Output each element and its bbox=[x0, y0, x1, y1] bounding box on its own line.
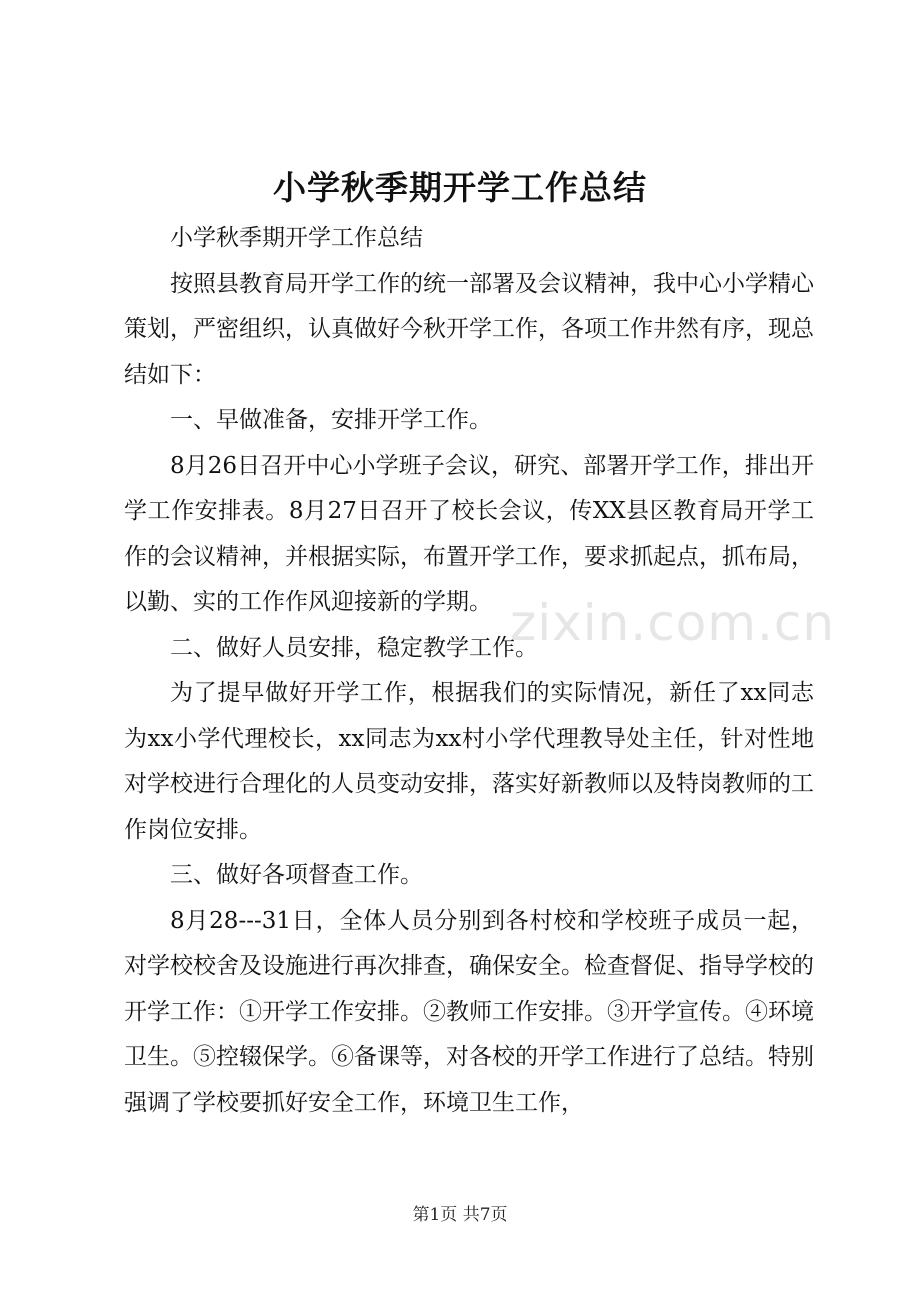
section-heading-1: 一、早做准备，安排开学工作。 bbox=[170, 407, 492, 433]
section-heading-2: 二、做好人员安排，稳定教学工作。 bbox=[170, 634, 538, 661]
document-title: 小学秋季期开学工作总结 bbox=[273, 168, 647, 207]
paragraph-section-2: 为了提早做好开学工作，根据我们的实际情况，新任了xx同志为xx小学代理校长，xx同志为xx村小学代理教导处主任，针对性地对学校进行合理化的人员变动安排，落实好新教师以及特岗教师的工作岗位安排。 bbox=[124, 680, 814, 843]
page-footer: 第1页 共7页 bbox=[412, 1205, 508, 1225]
watermark: zixin.com.cn bbox=[510, 594, 836, 652]
paragraph-section-1: 8月26日召开中心小学班子会议，研究、部署开学工作，排出开学工作安排表。8月27日召开了校长会议，传XX县区教育局开学工作的会议精神，并根据实际，布置开学工作，要求抓起点，抓布局，以勤、实的工作作风迎接新的学期。 bbox=[124, 452, 814, 615]
paragraph-section-3: 8月28---31日，全体人员分别到各村校和学校班子成员一起，对学校校舍及设施进行再次排查，确保安全。检查督促、指导学校的开学工作：①开学工作安排。②教师工作安排。③开学宣传。④环境卫生。⑤控辍保学。⑥备课等，对各校的开学工作进行了总结。特别强调了学校要抓好安全工作，环境卫生工作， bbox=[124, 907, 814, 1116]
paragraph-intro: 按照县教育局开学工作的统一部署及会议精神，我中心小学精心策划，严密组织，认真做好今秋开学工作，各项工作井然有序，现总结如下： bbox=[124, 270, 814, 388]
paragraph-subtitle: 小学秋季期开学工作总结 bbox=[170, 225, 423, 251]
document-body bbox=[124, 216, 814, 1126]
section-heading-3: 三、做好各项督查工作。 bbox=[170, 862, 423, 888]
